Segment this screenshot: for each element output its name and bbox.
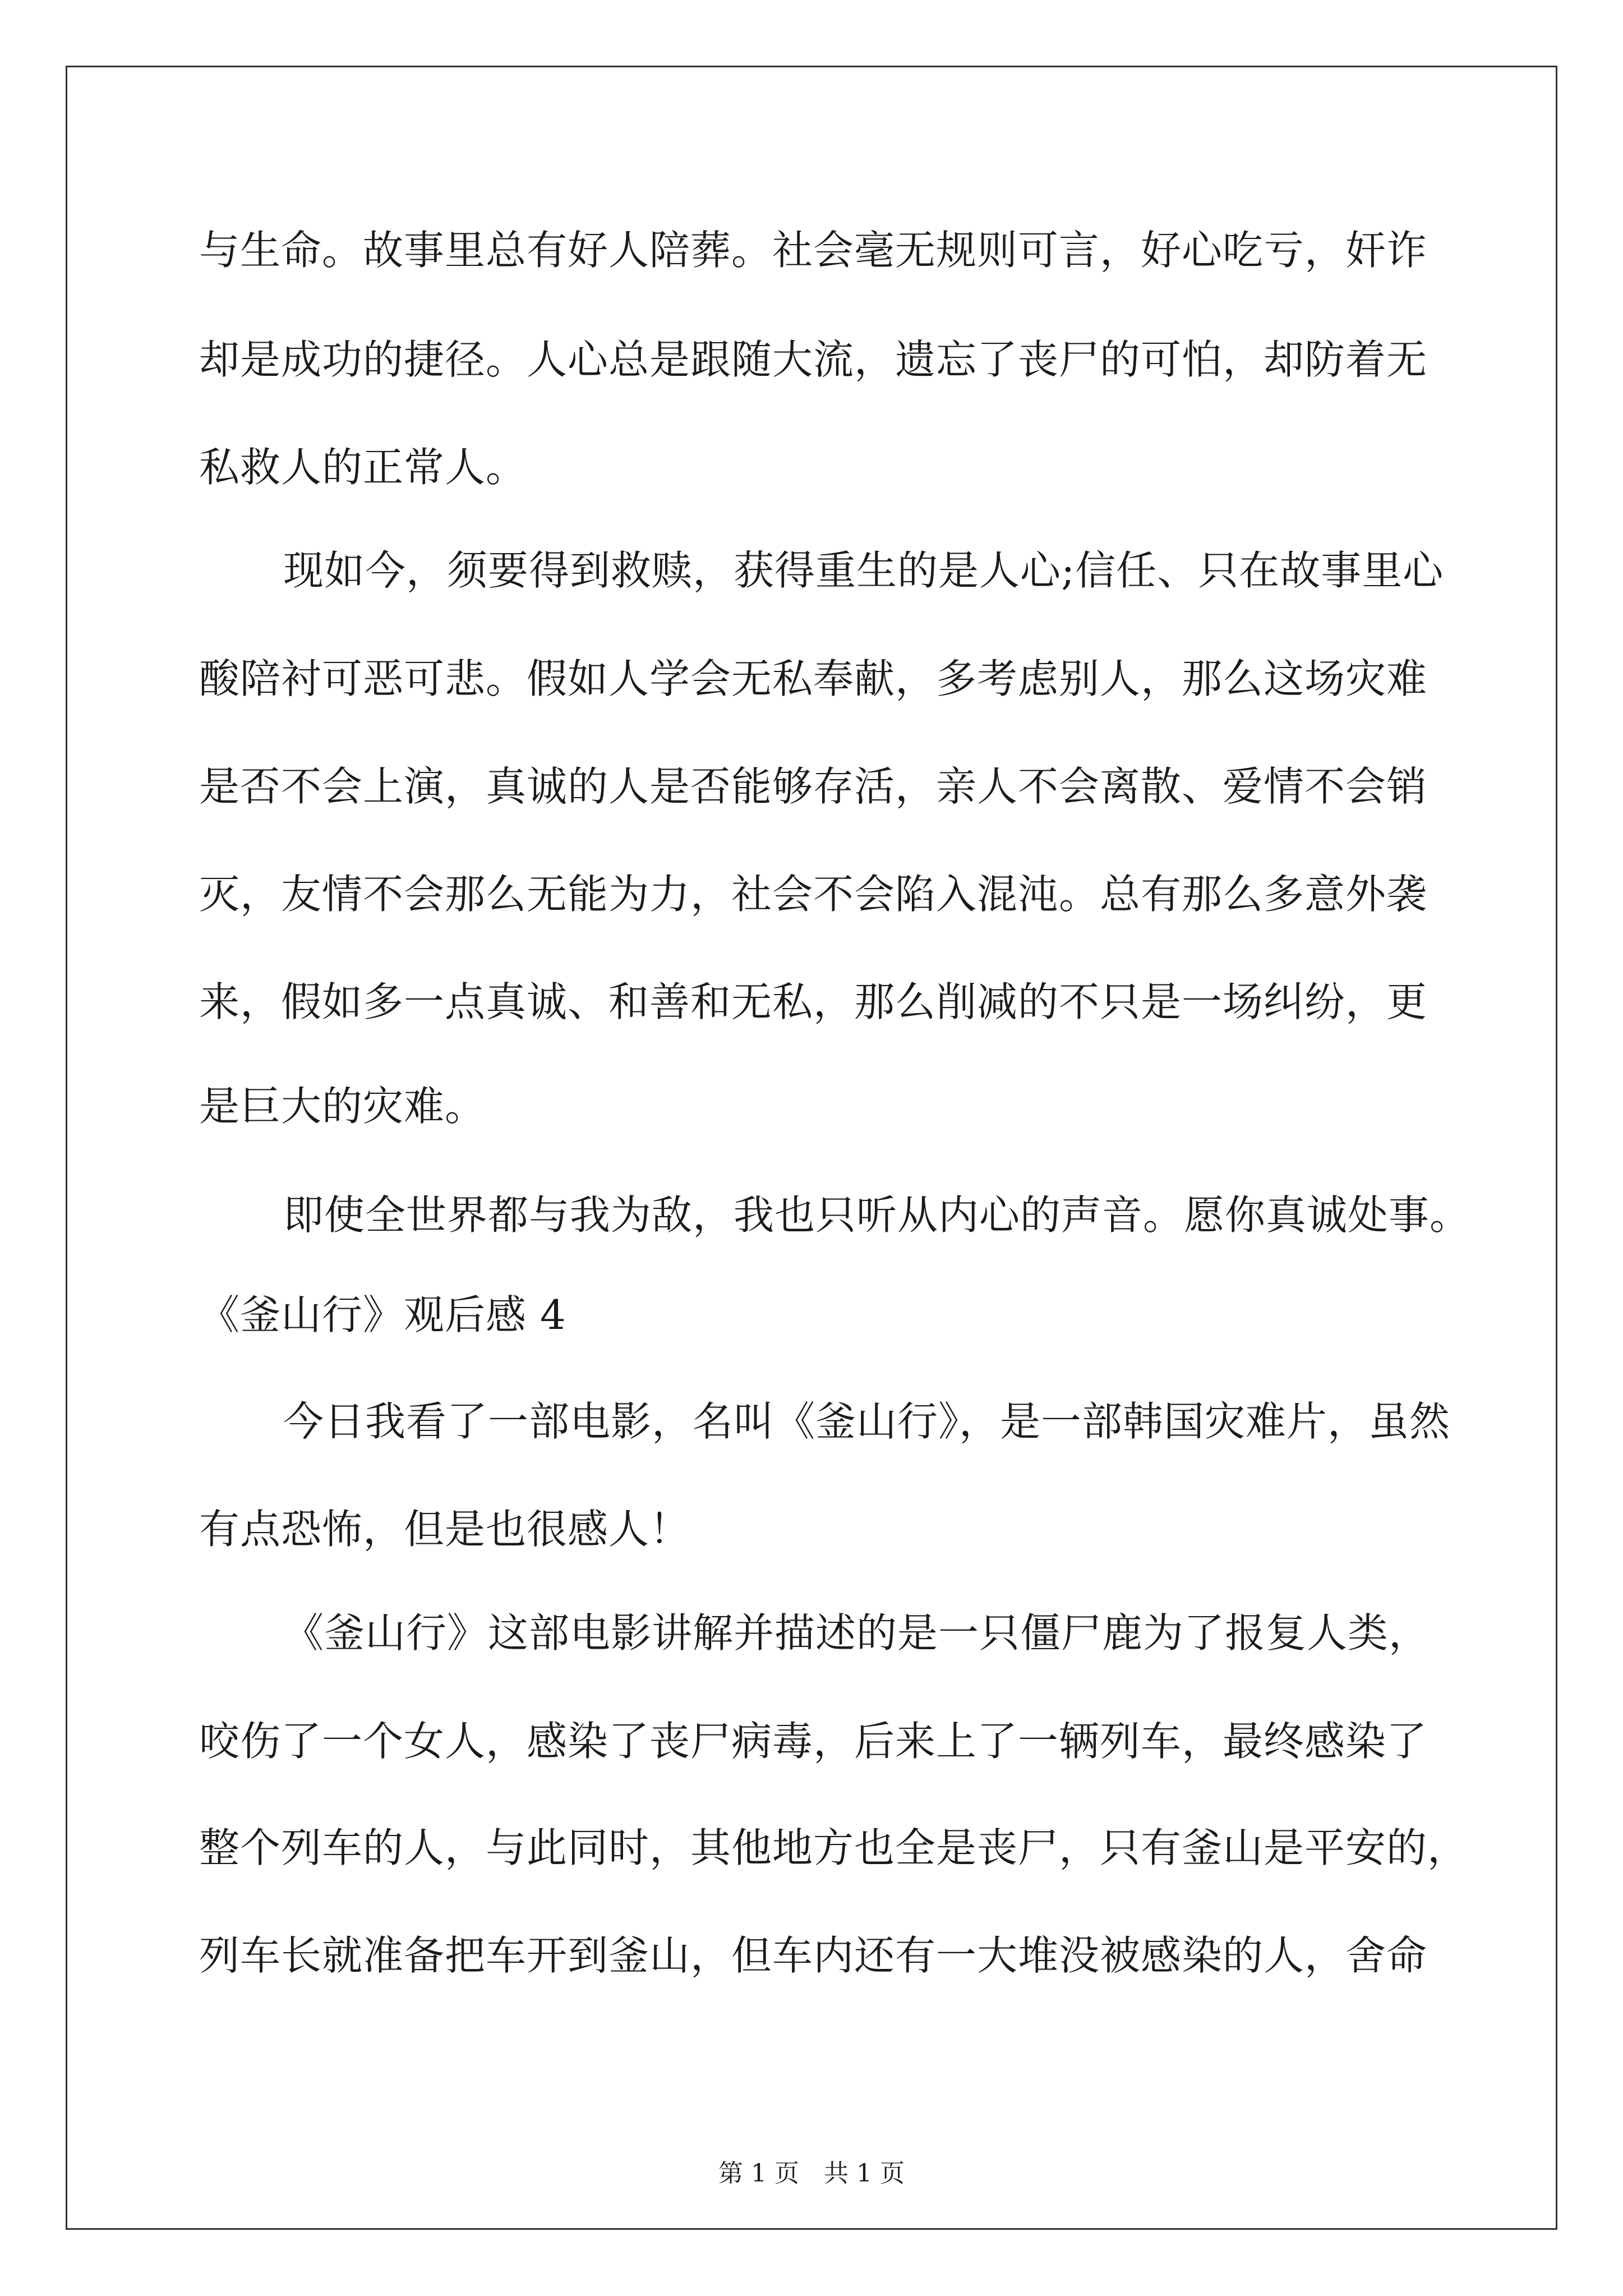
- body-line: 是否不会上演，真诚的人是否能够存活，亲人不会离散、爱情不会销: [199, 763, 1428, 810]
- body-line: 是巨大的灾难。: [199, 1083, 486, 1130]
- paragraph-start-line: 即使全世界都与我为敌，我也只听从内心的声音。愿你真诚处事。: [283, 1191, 1471, 1239]
- body-line: 私救人的正常人。: [199, 444, 527, 491]
- page-frame: [66, 66, 1557, 2230]
- body-line: 灭，友情不会那么无能为力，社会不会陷入混沌。总有那么多意外袭: [199, 871, 1428, 918]
- body-line: 来，假如多一点真诚、和善和无私，那么削减的不只是一场纠纷，更: [199, 978, 1428, 1025]
- body-line: 与生命。故事里总有好人陪葬。社会毫无规则可言，好心吃亏，奸诈: [199, 227, 1428, 274]
- paragraph-start-line: 现如今，须要得到救赎，获得重生的是人心;信任、只在故事里心: [283, 547, 1444, 594]
- body-line: 有点恐怖，但是也很感人！: [199, 1506, 691, 1553]
- body-line: 列车长就准备把车开到釜山，但车内还有一大堆没被感染的人，舍命: [199, 1932, 1428, 1979]
- body-line: 却是成功的捷径。人心总是跟随大流，遗忘了丧尸的可怕，却防着无: [199, 336, 1428, 383]
- paragraph-start-line: 今日我看了一部电影，名叫《釜山行》，是一部韩国灾难片，虽然: [283, 1398, 1451, 1445]
- body-line: 整个列车的人，与此同时，其他地方也全是丧尸，只有釜山是平安的，: [199, 1824, 1469, 1871]
- section-title: 《釜山行》观后感 4: [199, 1291, 566, 1338]
- body-line: 酸陪衬可恶可悲。假如人学会无私奉献，多考虑别人，那么这场灾难: [199, 655, 1428, 702]
- body-line: 咬伤了一个女人，感染了丧尸病毒，后来上了一辆列车，最终感染了: [199, 1718, 1428, 1765]
- page-footer: 第 1 页 共 1 页: [718, 2159, 905, 2188]
- paragraph-start-line: 《釜山行》这部电影讲解并描述的是一只僵尸鹿为了报复人类，: [283, 1609, 1430, 1657]
